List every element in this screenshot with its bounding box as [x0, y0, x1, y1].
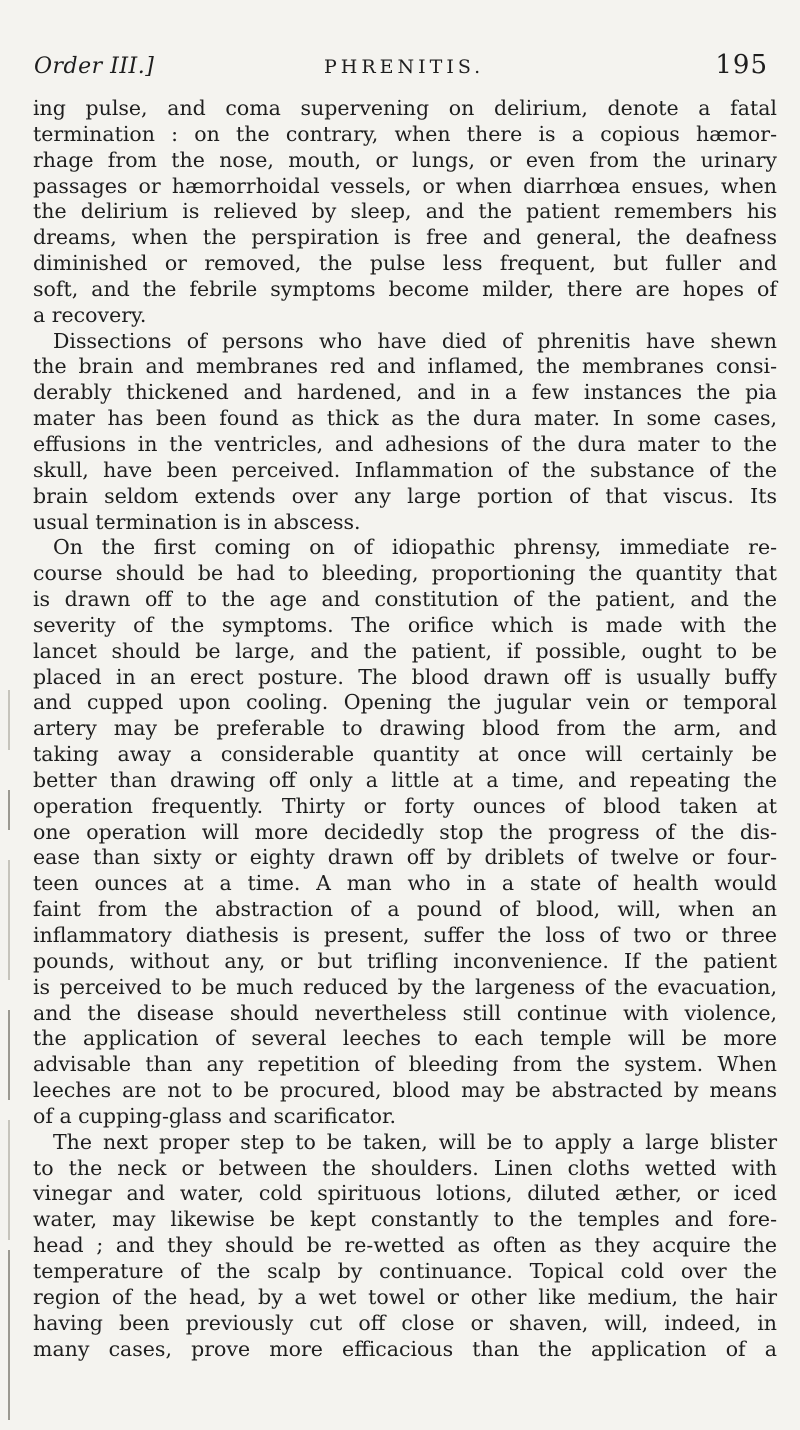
- binding-edge-mark: [8, 860, 10, 980]
- text-line: head ; and they should be re-wetted as often as they acquire the: [33, 1233, 777, 1258]
- body-text: [33, 96, 777, 1362]
- text-line: and the disease should nevertheless still continue with violence,: [33, 1000, 777, 1025]
- text-line: to the neck or between the shoulders. Linen cloths wetted with: [33, 1155, 777, 1180]
- binding-edge-mark: [8, 1250, 10, 1420]
- text-line: faint from the abstraction of a pound of blood, will, when an: [33, 897, 777, 922]
- text-line: course should be had to bleeding, proportioning the quantity that: [33, 561, 777, 586]
- text-line: ease than sixty or eighty drawn off by driblets of twelve or four-: [33, 845, 777, 870]
- text-line: artery may be preferable to drawing blood from the arm, and: [33, 716, 777, 741]
- text-line: diminished or removed, the pulse less frequent, but fuller and: [33, 251, 777, 276]
- header-title: PHRENITIS.: [324, 56, 485, 78]
- text-line: operation frequently. Thirty or forty ounces of blood taken at: [33, 793, 777, 818]
- text-line: pounds, without any, or but trifling inconvenience. If the patient: [33, 948, 777, 973]
- text-line: lancet should be large, and the patient, if possible, ought to be: [33, 638, 777, 663]
- text-line: many cases, prove more efficacious than the application of a: [33, 1336, 777, 1361]
- text-line: taking away a considerable quantity at once will certainly be: [33, 742, 777, 767]
- text-line: one operation will more decidedly stop the progress of the dis-: [33, 819, 777, 844]
- text-line: is drawn off to the age and constitution of the patient, and the: [33, 587, 777, 612]
- text-line: derably thickened and hardened, and in a few instances the pia: [33, 380, 777, 405]
- text-line: termination : on the contrary, when there is a copious hæmor-: [33, 121, 777, 146]
- text-line: the brain and membranes red and inflamed, the membranes consi-: [33, 354, 777, 379]
- text-line: rhage from the nose, mouth, or lungs, or even from the urinary: [33, 147, 777, 172]
- text-line: skull, have been perceived. Inflammation of the substance of the: [33, 457, 777, 482]
- text-line: a recovery.: [33, 302, 147, 327]
- text-line: usual termination is in abscess.: [33, 509, 361, 534]
- text-line: inflammatory diathesis is present, suffer the loss of two or three: [33, 923, 777, 947]
- text-line: On the first coming on of idiopathic phrensy, immediate re-: [53, 535, 777, 560]
- text-line: dreams, when the perspiration is free and general, the deafness: [33, 225, 777, 250]
- text-line: the application of several leeches to each temple will be more: [33, 1026, 777, 1051]
- text-line: mater has been found as thick as the dura mater. In some cases,: [33, 406, 777, 431]
- text-line: ing pulse, and coma supervening on delirium, denote a fatal: [33, 96, 777, 120]
- text-line: placed in an erect posture. The blood drawn off is usually buffy: [33, 664, 777, 689]
- text-line: the delirium is relieved by sleep, and the patient remembers his: [33, 199, 777, 224]
- text-line: teen ounces at a time. A man who in a state of health would: [33, 871, 777, 896]
- text-line: water, may likewise be kept constantly to the temples and fore-: [33, 1207, 777, 1232]
- text-line: having been previously cut off close or shaven, will, indeed, in: [33, 1310, 777, 1335]
- text-line: severity of the symptoms. The orifice which is made with the: [33, 612, 777, 637]
- text-line: temperature of the scalp by continuance. Topical cold over the: [33, 1258, 777, 1283]
- text-line: region of the head, by a wet towel or other like medium, the hair: [33, 1284, 777, 1309]
- binding-edge-mark: [8, 690, 10, 750]
- running-header: [34, 46, 768, 86]
- text-line: The next proper step to be taken, will be to apply a large blister: [53, 1129, 777, 1154]
- text-line: brain seldom extends over any large portion of that viscus. Its: [33, 483, 777, 508]
- binding-edge-mark: [8, 1010, 10, 1100]
- text-line: leeches are not to be procured, blood may be abstracted by means: [33, 1078, 777, 1103]
- text-line: of a cupping-glass and scarificator.: [33, 1103, 397, 1128]
- text-line: is perceived to be much reduced by the largeness of the evacuation,: [33, 974, 777, 999]
- text-line: Dissections of persons who have died of phrenitis have shewn: [53, 328, 777, 353]
- text-line: advisable than any repetition of bleeding from the system. When: [33, 1052, 777, 1077]
- header-section-label: Order III.]: [34, 54, 155, 79]
- text-line: better than drawing off only a little at a time, and repeating the: [33, 767, 777, 792]
- text-line: effusions in the ventricles, and adhesions of the dura mater to the: [33, 431, 777, 456]
- binding-edge-mark: [8, 790, 10, 830]
- page-number: 195: [715, 50, 768, 80]
- text-line: vinegar and water, cold spirituous lotions, diluted æther, or iced: [33, 1181, 777, 1206]
- text-line: soft, and the febrile symptoms become milder, there are hopes of: [33, 276, 777, 301]
- binding-edge-mark: [8, 1120, 10, 1240]
- text-line: and cupped upon cooling. Opening the jugular vein or temporal: [33, 690, 777, 715]
- text-line: passages or hæmorrhoidal vessels, or when diarrhœa ensues, when: [33, 173, 777, 198]
